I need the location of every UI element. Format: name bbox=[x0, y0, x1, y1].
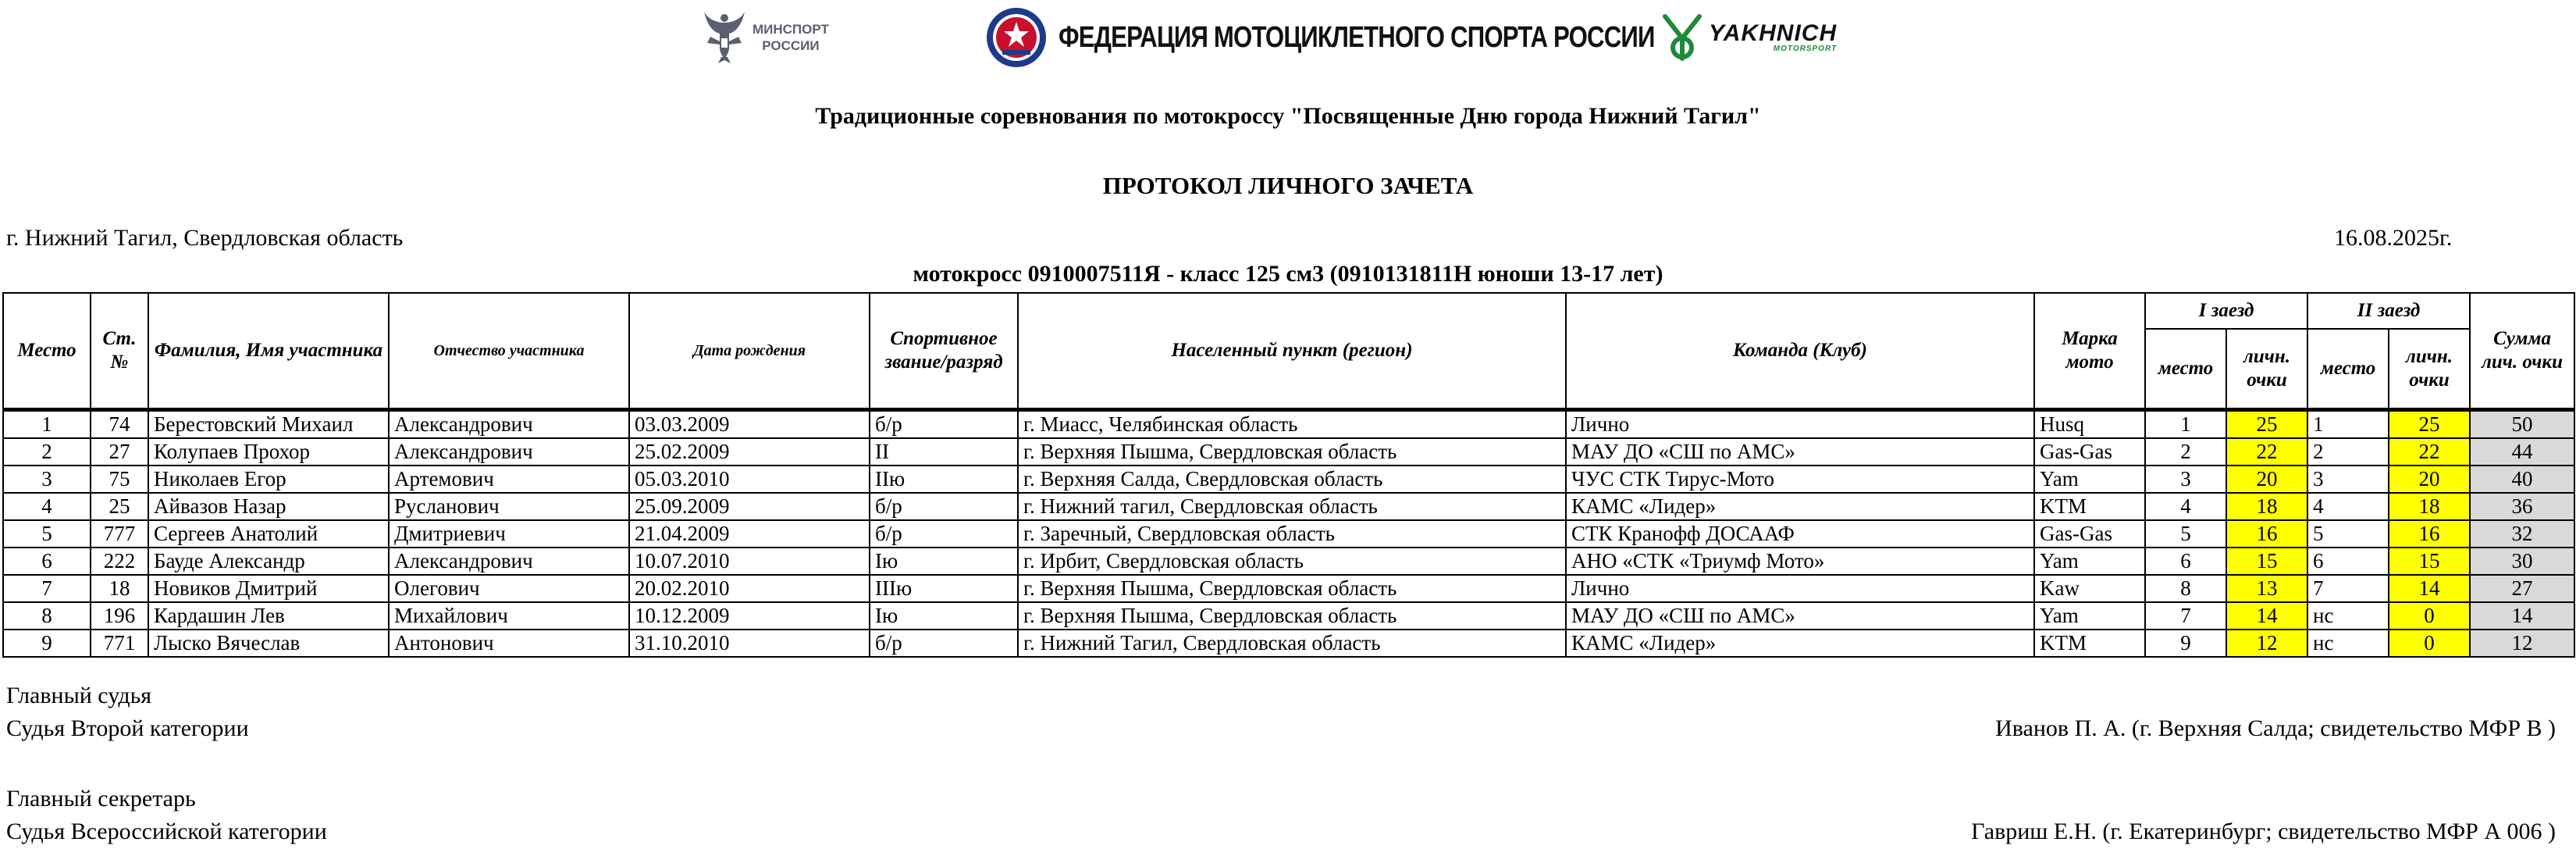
cell-city: г. Нижний тагил, Свердловская область bbox=[1018, 493, 1566, 520]
cell-race2-points: 22 bbox=[2389, 438, 2470, 466]
cell-race1-points: 14 bbox=[2226, 602, 2307, 630]
cell-rank: б/р bbox=[870, 410, 1018, 439]
chief-secretary-title: Главный секретарь bbox=[6, 786, 196, 812]
cell-place: 4 bbox=[3, 493, 91, 520]
cell-rank: Iю bbox=[870, 602, 1018, 630]
protocol-title: ПРОТОКОЛ ЛИЧНОГО ЗАЧЕТА bbox=[1102, 172, 1474, 199]
cell-race1-points: 25 bbox=[2226, 410, 2307, 439]
cell-race2-points: 25 bbox=[2389, 410, 2470, 439]
eagle-emblem-icon bbox=[703, 10, 746, 65]
chief-judge-title: Главный судья bbox=[6, 683, 152, 708]
cell-birthdate: 10.07.2010 bbox=[629, 548, 870, 575]
cell-total: 30 bbox=[2470, 548, 2574, 575]
cell-race1-place: 7 bbox=[2145, 602, 2226, 630]
cell-number: 771 bbox=[91, 630, 148, 657]
cell-race2-points: 15 bbox=[2389, 548, 2470, 575]
header-race1: I заезд bbox=[2145, 293, 2307, 329]
event-location: г. Нижний Тагил, Свердловская область bbox=[6, 225, 404, 251]
cell-name: Лыско Вячеслав bbox=[148, 630, 389, 657]
header-total: Сумма лич. очки bbox=[2470, 293, 2574, 410]
cell-place: 8 bbox=[3, 602, 91, 630]
chief-secretary-category: Судья Всероссийской категории bbox=[6, 819, 327, 844]
cell-team: АНО «СТК «Триумф Мото» bbox=[1566, 548, 2034, 575]
chief-secretary-name: Гавриш Е.Н. (г. Екатеринбург; свидетельство МФР А 006 ) bbox=[1971, 819, 2556, 844]
cell-race2-place: 2 bbox=[2307, 438, 2389, 466]
cell-rank: б/р bbox=[870, 520, 1018, 548]
chief-judge-category: Судья Второй категории bbox=[6, 715, 249, 741]
cell-bike: Kaw bbox=[2034, 575, 2145, 602]
cell-patronymic: Михайлович bbox=[389, 602, 629, 630]
cell-number: 222 bbox=[91, 548, 148, 575]
cell-race1-points: 15 bbox=[2226, 548, 2307, 575]
cell-team: МАУ ДО «СШ по АМС» bbox=[1566, 602, 2034, 630]
header-race1-place: место bbox=[2145, 329, 2226, 410]
cell-name: Берестовский Михаил bbox=[148, 410, 389, 439]
cell-patronymic: Александрович bbox=[389, 438, 629, 466]
table-row bbox=[3, 410, 2574, 439]
yakhnich-emblem-icon bbox=[1660, 10, 1704, 65]
cell-race2-place: 1 bbox=[2307, 410, 2389, 439]
table-row bbox=[3, 520, 2574, 548]
cell-number: 75 bbox=[91, 466, 148, 493]
cell-total: 36 bbox=[2470, 493, 2574, 520]
header-patronymic: Отчество участника bbox=[389, 293, 629, 410]
cell-race2-place: нс bbox=[2307, 602, 2389, 630]
cell-city: г. Заречный, Свердловская область bbox=[1018, 520, 1566, 548]
class-line: мотокросс 0910007511Я - класс 125 см3 (0910131811Н юноши 13-17 лет) bbox=[913, 261, 1663, 287]
cell-race2-place: нс bbox=[2307, 630, 2389, 657]
cell-total: 40 bbox=[2470, 466, 2574, 493]
table-row bbox=[3, 466, 2574, 493]
cell-team: Лично bbox=[1566, 575, 2034, 602]
header-birthdate: Дата рождения bbox=[629, 293, 870, 410]
cell-team: ЧУС СТК Тирус-Мото bbox=[1566, 466, 2034, 493]
cell-race2-place: 6 bbox=[2307, 548, 2389, 575]
cell-team: Лично bbox=[1566, 410, 2034, 439]
cell-name: Айвазов Назар bbox=[148, 493, 389, 520]
cell-race2-points: 0 bbox=[2389, 602, 2470, 630]
mfr-emblem-icon bbox=[985, 6, 1048, 69]
table-row bbox=[3, 493, 2574, 520]
cell-race1-place: 8 bbox=[2145, 575, 2226, 602]
cell-name: Сергеев Анатолий bbox=[148, 520, 389, 548]
cell-rank: II bbox=[870, 438, 1018, 466]
cell-number: 27 bbox=[91, 438, 148, 466]
yakhnich-logo bbox=[1660, 6, 1837, 69]
cell-bike: Gas-Gas bbox=[2034, 438, 2145, 466]
cell-birthdate: 03.03.2009 bbox=[629, 410, 870, 439]
cell-name: Колупаев Прохор bbox=[148, 438, 389, 466]
cell-city: г. Нижний Тагил, Свердловская область bbox=[1018, 630, 1566, 657]
cell-rank: Iю bbox=[870, 548, 1018, 575]
cell-race1-points: 13 bbox=[2226, 575, 2307, 602]
cell-race1-place: 2 bbox=[2145, 438, 2226, 466]
cell-rank: б/р bbox=[870, 493, 1018, 520]
cell-place: 7 bbox=[3, 575, 91, 602]
cell-number: 777 bbox=[91, 520, 148, 548]
cell-patronymic: Дмитриевич bbox=[389, 520, 629, 548]
mfr-logo-text: ФЕДЕРАЦИЯ МОТОЦИКЛЕТНОГО СПОРТА РОССИИ bbox=[1059, 20, 1655, 54]
cell-bike: KTM bbox=[2034, 493, 2145, 520]
cell-race1-place: 9 bbox=[2145, 630, 2226, 657]
cell-race1-place: 4 bbox=[2145, 493, 2226, 520]
cell-total: 44 bbox=[2470, 438, 2574, 466]
cell-race1-place: 5 bbox=[2145, 520, 2226, 548]
cell-number: 25 bbox=[91, 493, 148, 520]
cell-team: МАУ ДО «СШ по АМС» bbox=[1566, 438, 2034, 466]
cell-city: г. Миасс, Челябинская область bbox=[1018, 410, 1566, 439]
cell-place: 2 bbox=[3, 438, 91, 466]
table-row bbox=[3, 438, 2574, 466]
header-race2: II заезд bbox=[2307, 293, 2470, 329]
cell-bike: KTM bbox=[2034, 630, 2145, 657]
table-row bbox=[3, 630, 2574, 657]
cell-race2-place: 4 bbox=[2307, 493, 2389, 520]
cell-race1-points: 16 bbox=[2226, 520, 2307, 548]
cell-race1-place: 1 bbox=[2145, 410, 2226, 439]
table-row bbox=[3, 548, 2574, 575]
header-city: Населенный пункт (регион) bbox=[1018, 293, 1566, 410]
cell-race2-points: 18 bbox=[2389, 493, 2470, 520]
cell-bike: Yam bbox=[2034, 548, 2145, 575]
cell-name: Николаев Егор bbox=[148, 466, 389, 493]
competition-title: Традиционные соревнования по мотокроссу "Посвященные Дню города Нижний Тагил" bbox=[815, 103, 1761, 129]
cell-place: 1 bbox=[3, 410, 91, 439]
cell-team: КАМС «Лидер» bbox=[1566, 630, 2034, 657]
cell-birthdate: 25.09.2009 bbox=[629, 493, 870, 520]
cell-total: 12 bbox=[2470, 630, 2574, 657]
cell-race2-place: 5 bbox=[2307, 520, 2389, 548]
header-race2-points: личн. очки bbox=[2389, 329, 2470, 410]
cell-place: 9 bbox=[3, 630, 91, 657]
cell-name: Новиков Дмитрий bbox=[148, 575, 389, 602]
cell-birthdate: 31.10.2010 bbox=[629, 630, 870, 657]
cell-race1-points: 20 bbox=[2226, 466, 2307, 493]
header-rank: Спортивное звание/разряд bbox=[870, 293, 1018, 410]
cell-city: г. Ирбит, Свердловская область bbox=[1018, 548, 1566, 575]
cell-race1-points: 12 bbox=[2226, 630, 2307, 657]
logo-bar bbox=[0, 6, 2576, 69]
cell-bike: Yam bbox=[2034, 602, 2145, 630]
header-race2-place: место bbox=[2307, 329, 2389, 410]
cell-place: 6 bbox=[3, 548, 91, 575]
cell-total: 32 bbox=[2470, 520, 2574, 548]
cell-patronymic: Артемович bbox=[389, 466, 629, 493]
cell-patronymic: Александрович bbox=[389, 548, 629, 575]
cell-team: СТК Кранофф ДОСААФ bbox=[1566, 520, 2034, 548]
cell-team: КАМС «Лидер» bbox=[1566, 493, 2034, 520]
cell-race1-place: 6 bbox=[2145, 548, 2226, 575]
cell-total: 27 bbox=[2470, 575, 2574, 602]
cell-city: г. Верхняя Пышма, Свердловская область bbox=[1018, 602, 1566, 630]
table-row bbox=[3, 575, 2574, 602]
cell-bike: Yam bbox=[2034, 466, 2145, 493]
cell-race2-points: 16 bbox=[2389, 520, 2470, 548]
cell-birthdate: 25.02.2009 bbox=[629, 438, 870, 466]
header-place: Место bbox=[3, 293, 91, 410]
cell-race2-place: 7 bbox=[2307, 575, 2389, 602]
cell-place: 5 bbox=[3, 520, 91, 548]
cell-total: 14 bbox=[2470, 602, 2574, 630]
yakhnich-logo-text: YAKHNICH MOTORSPORT bbox=[1709, 20, 1838, 53]
cell-patronymic: Русланович bbox=[389, 493, 629, 520]
cell-city: г. Верхняя Пышма, Свердловская область bbox=[1018, 575, 1566, 602]
cell-city: г. Верхняя Пышма, Свердловская область bbox=[1018, 438, 1566, 466]
cell-race2-points: 20 bbox=[2389, 466, 2470, 493]
cell-total: 50 bbox=[2470, 410, 2574, 439]
cell-patronymic: Антонович bbox=[389, 630, 629, 657]
cell-bike: Gas-Gas bbox=[2034, 520, 2145, 548]
cell-number: 18 bbox=[91, 575, 148, 602]
event-date: 16.08.2025г. bbox=[2334, 225, 2453, 251]
results-body bbox=[3, 410, 2574, 658]
header-race1-points: личн. очки bbox=[2226, 329, 2307, 410]
cell-place: 3 bbox=[3, 466, 91, 493]
cell-name: Кардашин Лев bbox=[148, 602, 389, 630]
cell-race2-points: 0 bbox=[2389, 630, 2470, 657]
cell-bike: Husq bbox=[2034, 410, 2145, 439]
chief-judge-name: Иванов П. А. (г. Верхняя Салда; свидетельство МФР В ) bbox=[1995, 715, 2556, 741]
cell-race1-points: 22 bbox=[2226, 438, 2307, 466]
results-table bbox=[2, 292, 2575, 658]
cell-number: 196 bbox=[91, 602, 148, 630]
header-name: Фамилия, Имя участника bbox=[148, 293, 389, 410]
minsport-logo bbox=[703, 6, 829, 69]
cell-race2-place: 3 bbox=[2307, 466, 2389, 493]
header-number: Ст. № bbox=[91, 293, 148, 410]
cell-birthdate: 20.02.2010 bbox=[629, 575, 870, 602]
cell-birthdate: 05.03.2010 bbox=[629, 466, 870, 493]
cell-rank: IIIю bbox=[870, 575, 1018, 602]
cell-name: Бауде Александр bbox=[148, 548, 389, 575]
cell-patronymic: Александрович bbox=[389, 410, 629, 439]
cell-patronymic: Олегович bbox=[389, 575, 629, 602]
cell-number: 74 bbox=[91, 410, 148, 439]
cell-race1-points: 18 bbox=[2226, 493, 2307, 520]
cell-rank: IIю bbox=[870, 466, 1018, 493]
cell-city: г. Верхняя Салда, Свердловская область bbox=[1018, 466, 1566, 493]
header-team: Команда (Клуб) bbox=[1566, 293, 2034, 410]
cell-birthdate: 10.12.2009 bbox=[629, 602, 870, 630]
header-bike: Марка мото bbox=[2034, 293, 2145, 410]
cell-rank: б/р bbox=[870, 630, 1018, 657]
cell-race1-place: 3 bbox=[2145, 466, 2226, 493]
cell-birthdate: 21.04.2009 bbox=[629, 520, 870, 548]
minsport-logo-text: МИНСПОРТ РОССИИ bbox=[753, 22, 829, 53]
table-row bbox=[3, 602, 2574, 630]
header-row bbox=[3, 293, 2574, 329]
cell-race2-points: 14 bbox=[2389, 575, 2470, 602]
